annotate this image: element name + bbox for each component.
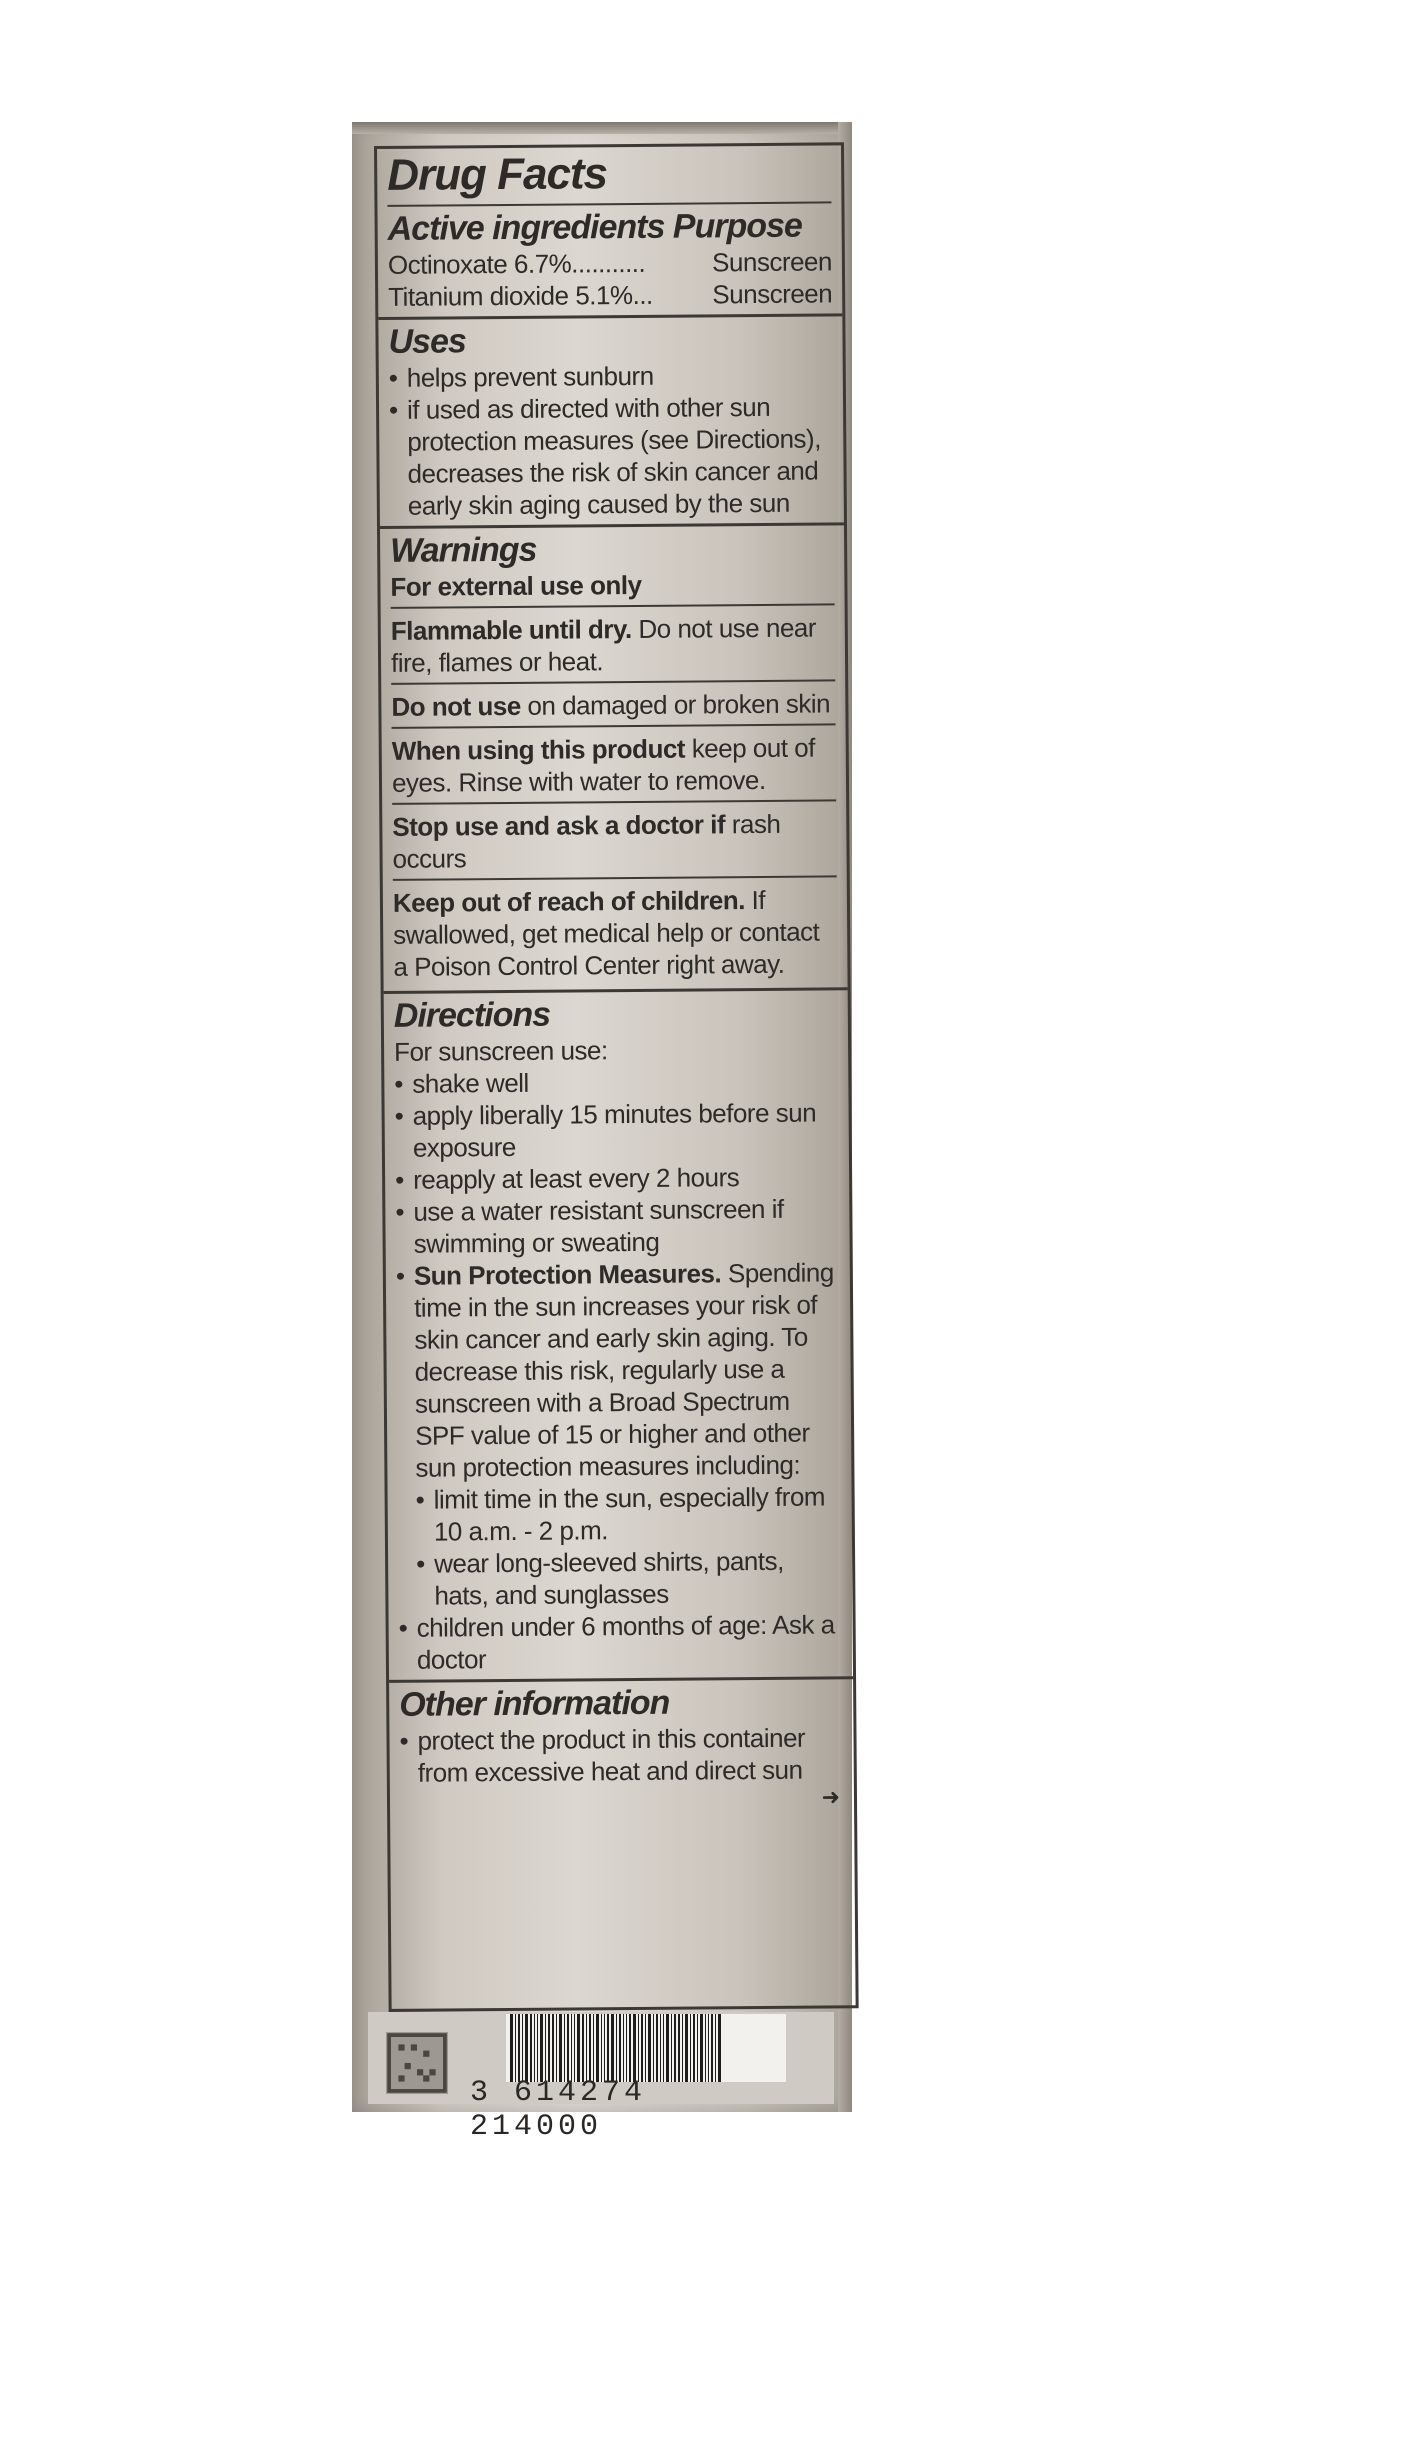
barcode-bar	[537, 2014, 538, 2082]
barcode-bar	[685, 2014, 688, 2082]
sun-protection-measures: • Sun Protection Measures. Spending time in the sun increases your risk of skin cancer and early skin aging. To decrease this risk, regularly use a sunscreen with a Broad Spectrum SPF value of 15 or higher and other sun protection measures including:	[395, 1257, 834, 1483]
barcode-bar	[638, 2014, 639, 2082]
barcode-bar	[593, 2014, 594, 2082]
keep-out-of-reach-warning: Keep out of reach of children. If swallowed, get medical help or contact a Poison Control Center right away.	[393, 875, 838, 986]
barcode-bar	[663, 2014, 664, 2082]
barcode-bar	[711, 2014, 713, 2082]
barcode-bar	[545, 2014, 546, 2082]
barcode-bar	[556, 2014, 557, 2082]
barcode-bar	[697, 2014, 698, 2082]
active-ingredients-heading: Active ingredients Purpose	[387, 206, 803, 248]
directions-section	[384, 990, 853, 1683]
leader-dots: ...........	[571, 247, 646, 279]
barcode-bar	[648, 2014, 651, 2082]
barcode-bar	[589, 2014, 591, 2082]
barcode-bar	[611, 2014, 614, 2082]
barcode-bar	[626, 2014, 627, 2082]
list-item: • apply liberally 15 minutes before sun exposure	[394, 1097, 817, 1163]
list-item: • children under 6 months of age: Ask a doctor	[398, 1609, 835, 1675]
barcode-bar	[515, 2014, 516, 2082]
barcode-bar	[666, 2014, 669, 2082]
barcode-bar	[678, 2014, 680, 2082]
list-item: • shake well	[394, 1067, 529, 1099]
ingredient-row	[388, 277, 832, 312]
uses-section	[378, 316, 844, 529]
barcode-bar	[510, 2014, 513, 2082]
datamatrix-code-icon	[386, 2032, 448, 2094]
barcode-bar	[530, 2014, 532, 2082]
barcode-bar	[567, 2014, 569, 2082]
barcode-bar	[559, 2014, 562, 2082]
box-top-edge	[352, 122, 852, 134]
barcode-bar	[693, 2014, 695, 2082]
drug-facts-panel	[374, 142, 859, 2012]
barcode-bar	[601, 2014, 602, 2082]
barcode-bar	[577, 2014, 580, 2082]
uses-heading: Uses	[388, 322, 466, 361]
barcode-bar	[656, 2014, 658, 2082]
other-information-section	[389, 1679, 854, 1817]
barcode-bar	[682, 2014, 683, 2082]
warnings-heading: Warnings	[390, 530, 537, 570]
list-item: • wear long-sleeved shirts, pants, hats, and sunglasses	[416, 1545, 784, 1611]
list-item: • limit time in the sun, especially from 10 a.m. - 2 p.m.	[415, 1481, 826, 1547]
barcode-bar	[705, 2014, 706, 2082]
barcode-bar	[525, 2014, 528, 2082]
barcode-bar	[582, 2014, 584, 2082]
list-item: • reapply at least every 2 hours	[395, 1162, 740, 1195]
external-use-note: For external use only	[390, 569, 642, 602]
list-item: • if used as directed with other sun protection measures (see Directions), decreases the risk of skin cancer and early skin aging caused by the sun	[388, 391, 821, 521]
barcode-bar	[571, 2014, 572, 2082]
barcode-bar	[715, 2014, 716, 2082]
drug-facts-header	[377, 145, 842, 320]
ingredient-row	[388, 245, 832, 280]
barcode-bar	[660, 2014, 661, 2082]
drug-facts-title: Drug Facts	[387, 149, 608, 200]
barcode-bar	[641, 2014, 643, 2082]
continue-arrow-icon: ➜	[821, 1784, 841, 1810]
barcode-number: 3 614274 214000	[470, 2076, 647, 2144]
directions-intro: For sunscreen use:	[393, 1035, 608, 1067]
when-using-warning: When using this product keep out of eyes. Rinse with water to remove.	[392, 723, 837, 802]
barcode-bar	[674, 2014, 676, 2082]
list-item: • protect the product in this container from excessive heat and direct sun	[399, 1722, 806, 1788]
barcode-bar	[607, 2014, 609, 2082]
barcode-bar	[700, 2014, 703, 2082]
barcode-bar	[645, 2014, 646, 2082]
barcode-bar	[534, 2014, 535, 2082]
list-item: • use a water resistant sunscreen if swimming or sweating	[395, 1193, 784, 1259]
barcode-bar	[623, 2014, 624, 2082]
other-information-heading: Other information	[399, 1683, 670, 1724]
leader-dots: ...	[632, 279, 653, 310]
barcode-bar	[653, 2014, 654, 2082]
ingredient-name: Titanium dioxide 5.1%	[388, 279, 633, 312]
barcode-bar	[518, 2014, 520, 2082]
directions-heading: Directions	[393, 995, 551, 1035]
list-item: • helps prevent sunburn	[388, 360, 654, 393]
ingredient-purpose: Sunscreen	[711, 246, 833, 278]
barcode-bar	[540, 2014, 543, 2082]
barcode-bar	[596, 2014, 599, 2082]
stop-use-warning: Stop use and ask a doctor if rash occurs	[392, 799, 837, 878]
barcode-bar	[586, 2014, 587, 2082]
barcode-bar	[574, 2014, 575, 2082]
barcode-bar	[552, 2014, 554, 2082]
do-not-use-warning: Do not use on damaged or broken skin	[391, 679, 835, 726]
barcode-bar	[633, 2014, 636, 2082]
barcode-bar	[708, 2014, 709, 2082]
warnings-section	[380, 525, 848, 994]
barcode-bar	[564, 2014, 565, 2082]
flammable-warning: Flammable until dry. Do not use near fire, flames or heat.	[391, 603, 836, 682]
barcode-bar	[616, 2014, 617, 2082]
ingredient-name: Octinoxate 6.7%	[387, 248, 572, 280]
barcode-bar	[619, 2014, 621, 2082]
barcode-bar	[548, 2014, 550, 2082]
barcode-bar	[629, 2014, 631, 2082]
ingredient-purpose: Sunscreen	[712, 278, 833, 310]
barcode-bar	[690, 2014, 691, 2082]
barcode-bar	[604, 2014, 605, 2082]
barcode-bars	[506, 2014, 786, 2082]
barcode-bar	[718, 2014, 721, 2082]
barcode-bar	[671, 2014, 672, 2082]
barcode-bar	[522, 2014, 523, 2082]
